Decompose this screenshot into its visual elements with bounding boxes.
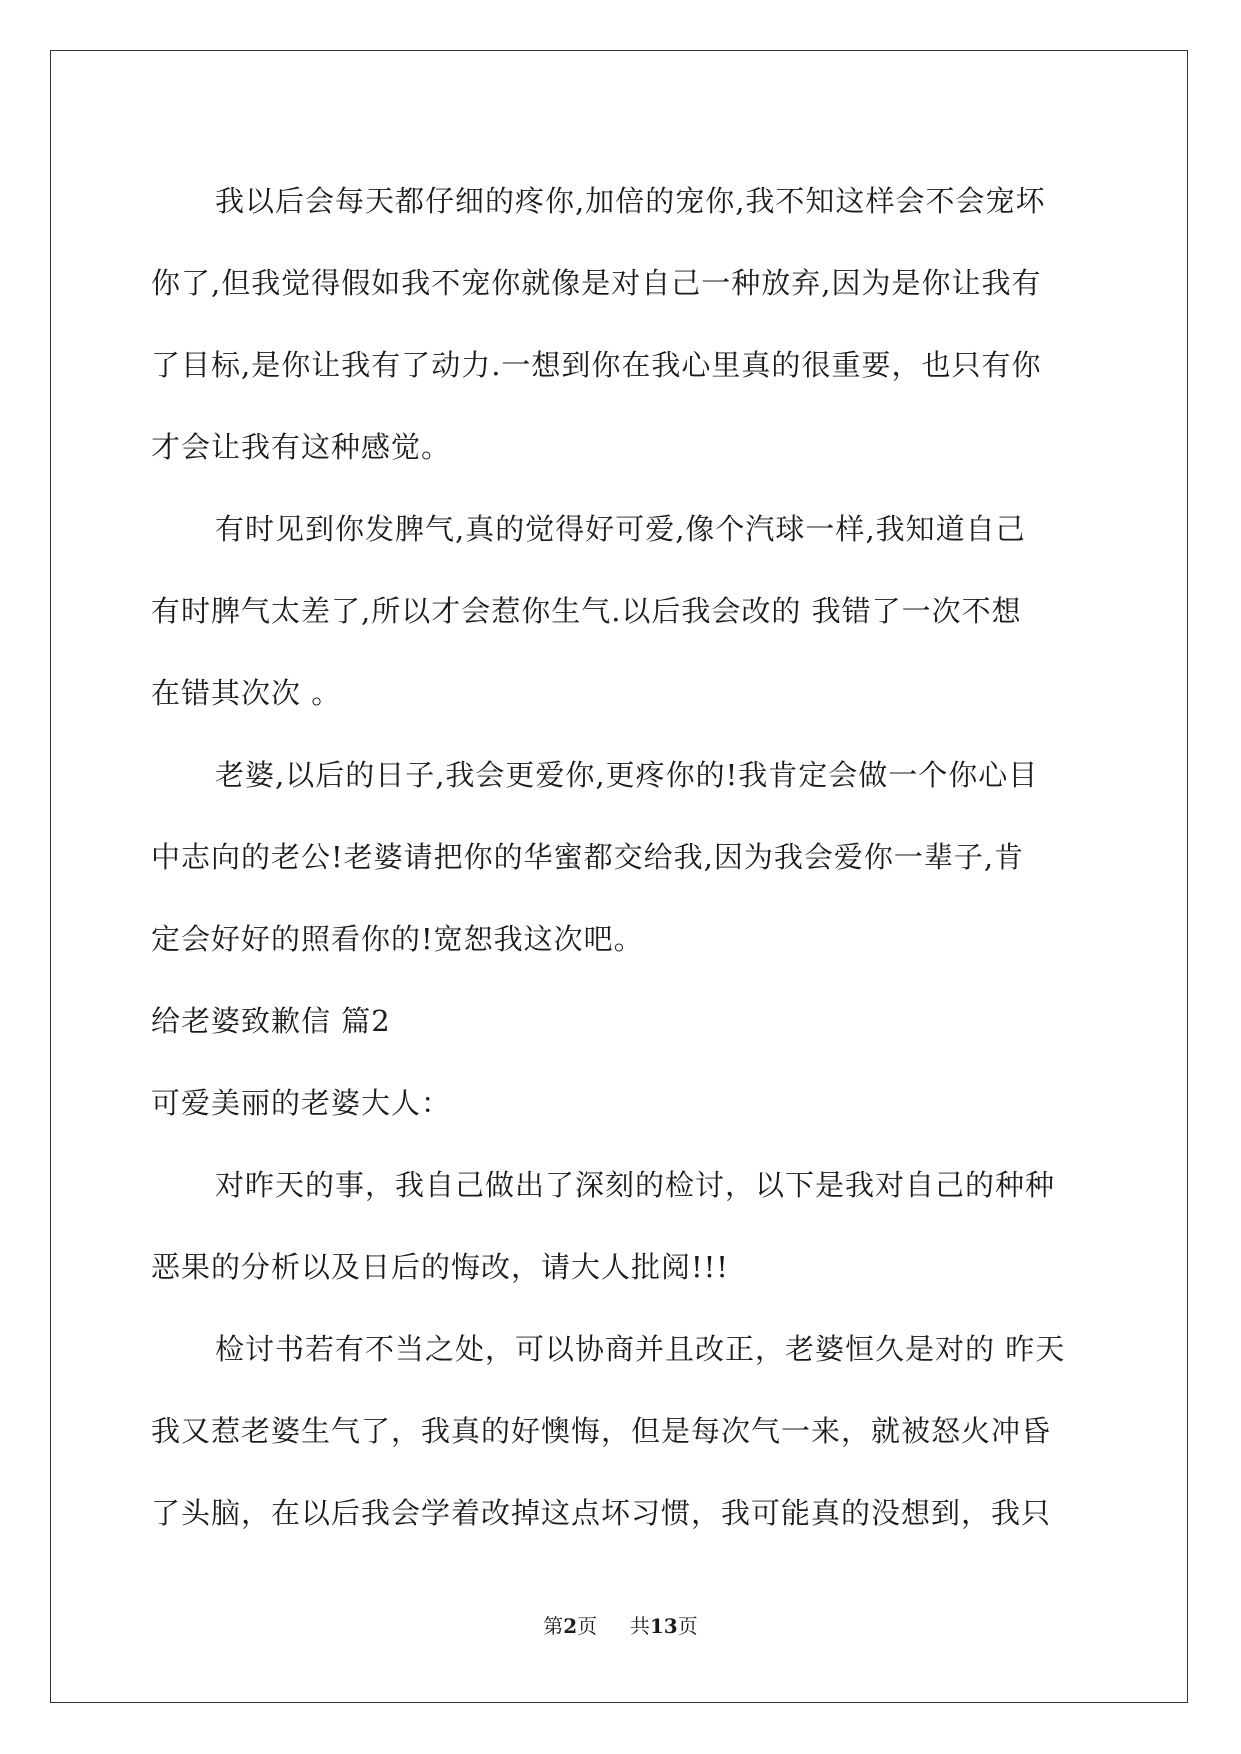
total-prefix: 共	[629, 1614, 650, 1638]
page-total	[630, 1610, 698, 1639]
text-line: 我又惹老婆生气了，我真的好懊悔，但是每次气一来，就被怒火冲昏	[151, 1414, 1052, 1448]
page-footer	[0, 1610, 1241, 1639]
text-line: 才会让我有这种感觉。	[151, 430, 452, 464]
page-number	[543, 1610, 597, 1639]
text-line: 有时见到你发脾气,真的觉得好可爱,像个汽球一样,我知道自己	[215, 512, 1026, 546]
text-line: 定会好好的照看你的!宽恕我这次吧。	[151, 922, 644, 956]
text-line: 对昨天的事，我自己做出了深刻的检讨，以下是我对自己的种种	[215, 1168, 1056, 1202]
salutation: 可爱美丽的老婆大人：	[151, 1086, 452, 1120]
page-prefix: 第	[543, 1614, 564, 1638]
text-line: 检讨书若有不当之处，可以协商并且改正，老婆恒久是对的 昨天	[215, 1332, 1066, 1366]
text-line: 老婆,以后的日子,我会更爱你,更疼你的!我肯定会做一个你心目	[215, 758, 1039, 792]
page-suffix: 页	[577, 1614, 598, 1638]
text-line: 恶果的分析以及日后的悔改，请大人批阅!!!	[151, 1250, 729, 1284]
total-count: 13	[649, 1614, 678, 1638]
text-line: 了头脑，在以后我会学着改掉这点坏习惯，我可能真的没想到，我只	[151, 1496, 1052, 1530]
text-line: 中志向的老公!老婆请把你的华蜜都交给我,因为我会爱你一辈子,肯	[151, 840, 1025, 874]
text-line: 有时脾气太差了,所以才会惹你生气.以后我会改的 我错了一次不想	[151, 594, 1022, 628]
total-suffix: 页	[677, 1614, 698, 1638]
text-line: 在错其次次 。	[151, 676, 342, 710]
text-line: 了目标,是你让我有了动力.一想到你在我心里真的很重要，也只有你	[151, 348, 1042, 382]
section-title: 给老婆致歉信 篇2	[151, 1004, 391, 1038]
document-body	[151, 160, 1091, 1554]
text-line: 我以后会每天都仔细的疼你,加倍的宠你,我不知这样会不会宠坏	[215, 184, 1046, 218]
text-line: 你了,但我觉得假如我不宠你就像是对自己一种放弃,因为是你让我有	[151, 266, 1042, 300]
page-current: 2	[563, 1614, 578, 1638]
